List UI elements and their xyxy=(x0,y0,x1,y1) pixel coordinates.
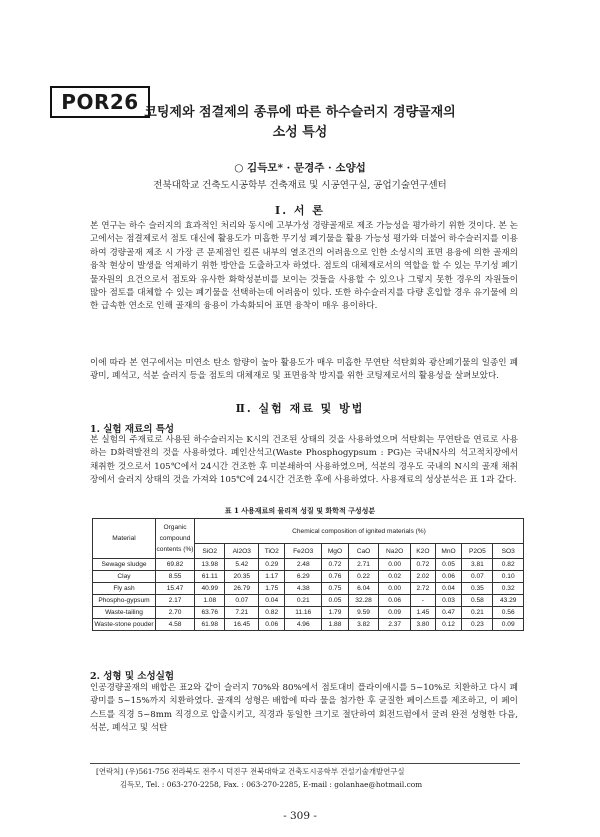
header-organic: Organic compound contents (%) xyxy=(156,519,195,559)
row-material-name: Waste-tailing xyxy=(93,607,156,619)
table-cell: 1.75 xyxy=(259,583,285,595)
table-cell: 0.82 xyxy=(259,607,285,619)
table-cell: 0.00 xyxy=(379,583,411,595)
table-cell: 3.81 xyxy=(462,559,493,571)
table-cell: 0.21 xyxy=(285,595,322,607)
header-chem-col: SiO2 xyxy=(195,544,225,559)
table-cell: 0.09 xyxy=(493,619,524,631)
table-cell: 0.82 xyxy=(493,559,524,571)
section-1-paragraph-1: 본 연구는 하수 슬러지의 효과적인 처리와 동시에 고부가성 경량골재로 제조 가능성을 평가하기 위한 것이다. 본 논고에서는 점결제로서 점토 대신에 활용도가 미흡한 무기성 폐기물을 활용 가능성 평가와 더불어 하수슬러지를 이용하여 경량골재 제조 시 가장 큰 문제점인 킬른 내부의 열조건의 어려움으로 인한 소성시의 표면 용융에 의한 골재의 융착 현상이 발생을 억제하기 위한 방안을 도출하고자 하였다. 점토의 대체재로서의 역할을 할 수 있는 무기성 폐기물자원의 요건으로서 점토와 유사한 화학성분비를 보이는 것들을 사용할 수 있으나 그렇지 못한 경우의 자원들이 많아 점토를 대체할 수 있는 폐기물을 선택하는데 어려움이 있다. 또한 하수슬러지를 다량 혼입할 경우 유기물에 의한 급속한 연소로 인해 골재의 융용이 가속화되어 표면 융착이 매우 용이하다. xyxy=(90,221,518,312)
section-1-paragraph-2: 이에 따라 본 연구에서는 미연소 탄소 함량이 높아 활용도가 매우 미흡한 무연탄 석탄회와 광산폐기물의 일종인 폐광미, 폐석고, 석분 슬러지 등을 점토의 대체재로 및 표면융착 방지를 위한 코팅제로서의 활용성을 살펴보았다. xyxy=(90,358,518,382)
subsection-1-heading: 1. 실험 재료의 특성 xyxy=(90,424,175,435)
table-cell: 1.88 xyxy=(322,619,349,631)
table-row xyxy=(93,607,524,619)
table-cell: 1.45 xyxy=(411,607,436,619)
table-cell: 0.12 xyxy=(435,619,462,631)
row-material-name: Phospho-gypsum xyxy=(93,595,156,607)
footer-divider xyxy=(90,763,520,764)
table-cell: 26.79 xyxy=(225,583,259,595)
table-cell: 3.82 xyxy=(348,619,378,631)
subsection-2-paragraph: 인공경량골재의 배합은 표2와 같이 슬러지 70%와 80%에서 점토대비 플라이애시를 5~10%로 치환하고 다시 폐광미를 5~15%까지 치환하였다. 골재의 성형은 배합에 따라 물을 첨가한 후 균질한 페이스트를 제조하고, 이 페이스트를 직경 5~8mm 직경으로 압출시키고, 직경과 동일한 크기로 절단하여 회전드럼에서 굴려 완전 성형한 다음, 석분, 폐석고 및 석탄 xyxy=(90,683,518,734)
table-cell: 13.98 xyxy=(195,559,225,571)
footer-contact-line: [연락처] (우)561-756 전라북도 전주시 덕진구 전북대학교 건축도시공학부 건설기술개발연구실 xyxy=(96,767,405,776)
table-cell: 20.35 xyxy=(225,571,259,583)
table-cell: 43.29 xyxy=(493,595,524,607)
authors: ○ 김득모* · 문경주 · 소양섭 xyxy=(234,162,366,174)
table-cell: 0.76 xyxy=(322,571,349,583)
table-cell: 3.80 xyxy=(411,619,436,631)
table-cell: 2.70 xyxy=(156,607,195,619)
table-cell: 0.06 xyxy=(435,571,462,583)
table-cell: - xyxy=(411,595,436,607)
affiliation: 전북대학교 건축도시공학부 건축재료 및 시공연구실, 공업기술연구센터 xyxy=(153,180,447,191)
table-cell: 15.47 xyxy=(156,583,195,595)
table-cell: 0.29 xyxy=(259,559,285,571)
table-cell: 0.04 xyxy=(435,583,462,595)
table-cell: 0.06 xyxy=(379,595,411,607)
table-cell: 6.04 xyxy=(348,583,378,595)
table-cell: 9.59 xyxy=(348,607,378,619)
header-chem-col: K2O xyxy=(411,544,436,559)
row-material-name: Waste-stone pouder xyxy=(93,619,156,631)
table-cell: 61.98 xyxy=(195,619,225,631)
table-cell: 0.22 xyxy=(348,571,378,583)
table-cell: 0.72 xyxy=(322,559,349,571)
row-material-name: Sewage sludge xyxy=(93,559,156,571)
row-material-name: Fly ash xyxy=(93,583,156,595)
table-cell: 0.72 xyxy=(411,559,436,571)
subsection-2-heading: 2. 성형 및 소성실험 xyxy=(90,671,175,682)
table-cell: 16.45 xyxy=(225,619,259,631)
table-cell: 0.05 xyxy=(322,595,349,607)
table-cell: 0.56 xyxy=(493,607,524,619)
table-body xyxy=(93,559,524,631)
header-chem-col: P2O5 xyxy=(462,544,493,559)
table-cell: 0.09 xyxy=(379,607,411,619)
header-chem-col: Fe2O3 xyxy=(285,544,322,559)
table-cell: 0.75 xyxy=(322,583,349,595)
table-row xyxy=(93,559,524,571)
table-cell: 0.47 xyxy=(435,607,462,619)
table-row xyxy=(93,571,524,583)
header-chem-col: SO3 xyxy=(493,544,524,559)
materials-table xyxy=(92,518,524,631)
table-cell: 32.28 xyxy=(348,595,378,607)
table-row xyxy=(93,595,524,607)
paper-title-line-2: 소성 특성 xyxy=(272,125,328,140)
table-cell: 0.03 xyxy=(435,595,462,607)
table-cell: 0.06 xyxy=(259,619,285,631)
table-cell: 0.05 xyxy=(435,559,462,571)
table-cell: 69.82 xyxy=(156,559,195,571)
subsection-1-paragraph: 본 실험의 주재료로 사용된 하수슬러지는 K시의 건조된 상태의 것을 사용하였으며 석탄회는 무연탄을 연료로 사용하는 D화력발전의 것을 사용하였다. 폐인산석고(Waste Phosphogypsum : PG)는 국내N사의 석고적치장에서 채취한 것으로서 105℃에서 24시간 건조한 후 미분쇄하여 사용하였으며, 석분의 경우도 국내의 N시의 골재 채취장에서 슬러지 상태의 것을 가져와 105℃에 24시간 건조한 후에 사용하였다. 사용재료의 성상분석은 표 1과 같다. xyxy=(90,435,518,486)
footer-email-line: 김득모, Tel. : 063-270-2258, Fax. : 063-270-2285, E-mail : golanhae@hotmail.com xyxy=(120,780,423,789)
table-cell: 11.16 xyxy=(285,607,322,619)
table-cell: 1.79 xyxy=(322,607,349,619)
row-material-name: Clay xyxy=(93,571,156,583)
table-cell: 63.76 xyxy=(195,607,225,619)
table-cell: 0.04 xyxy=(259,595,285,607)
table-cell: 0.07 xyxy=(225,595,259,607)
table-cell: 2.48 xyxy=(285,559,322,571)
table-cell: 4.58 xyxy=(156,619,195,631)
header-chem-col: Al2O3 xyxy=(225,544,259,559)
section-2-heading: Ⅱ. 실험 재료 및 방법 xyxy=(235,402,365,415)
header-chem-col: Na2O xyxy=(379,544,411,559)
table-cell: 5.42 xyxy=(225,559,259,571)
table-cell: 0.35 xyxy=(462,583,493,595)
section-1-heading: Ⅰ. 서 론 xyxy=(275,204,325,217)
table-cell: 2.37 xyxy=(379,619,411,631)
table-cell: 1.08 xyxy=(195,595,225,607)
table-cell: 61.11 xyxy=(195,571,225,583)
table-row xyxy=(93,583,524,595)
table-cell: 0.23 xyxy=(462,619,493,631)
table-cell: 4.96 xyxy=(285,619,322,631)
paper-code-badge: POR26 xyxy=(50,86,150,118)
header-chem-col: MgO xyxy=(322,544,349,559)
header-chemical: Chemical composition of ignited materials (%) xyxy=(195,519,524,544)
table-cell: 40.99 xyxy=(195,583,225,595)
table-cell: 6.29 xyxy=(285,571,322,583)
header-material: Material xyxy=(93,519,156,559)
page-number: - 309 - xyxy=(283,810,317,822)
paper-title-line-1: 코팅제와 점결제의 종류에 따른 하수슬러지 경량골재의 xyxy=(144,105,456,120)
table-cell: 0.00 xyxy=(379,559,411,571)
table-cell: 0.07 xyxy=(462,571,493,583)
table-cell: 0.32 xyxy=(493,583,524,595)
table-cell: 0.02 xyxy=(379,571,411,583)
table-cell: 8.55 xyxy=(156,571,195,583)
table-cell: 4.38 xyxy=(285,583,322,595)
table-cell: 0.10 xyxy=(493,571,524,583)
header-chem-col: CaO xyxy=(348,544,378,559)
table-row xyxy=(93,619,524,631)
table-cell: 0.58 xyxy=(462,595,493,607)
table-caption: 표 1 사용재료의 물리적 성질 및 화학적 구성성분 xyxy=(224,506,376,515)
table-cell: 2.02 xyxy=(411,571,436,583)
table-cell: 2.72 xyxy=(411,583,436,595)
header-chem-col: MnO xyxy=(435,544,462,559)
table-cell: 2.71 xyxy=(348,559,378,571)
table-cell: 0.21 xyxy=(462,607,493,619)
table-cell: 2.17 xyxy=(156,595,195,607)
table-cell: 7.21 xyxy=(225,607,259,619)
header-chem-col: TiO2 xyxy=(259,544,285,559)
table-cell: 1.17 xyxy=(259,571,285,583)
